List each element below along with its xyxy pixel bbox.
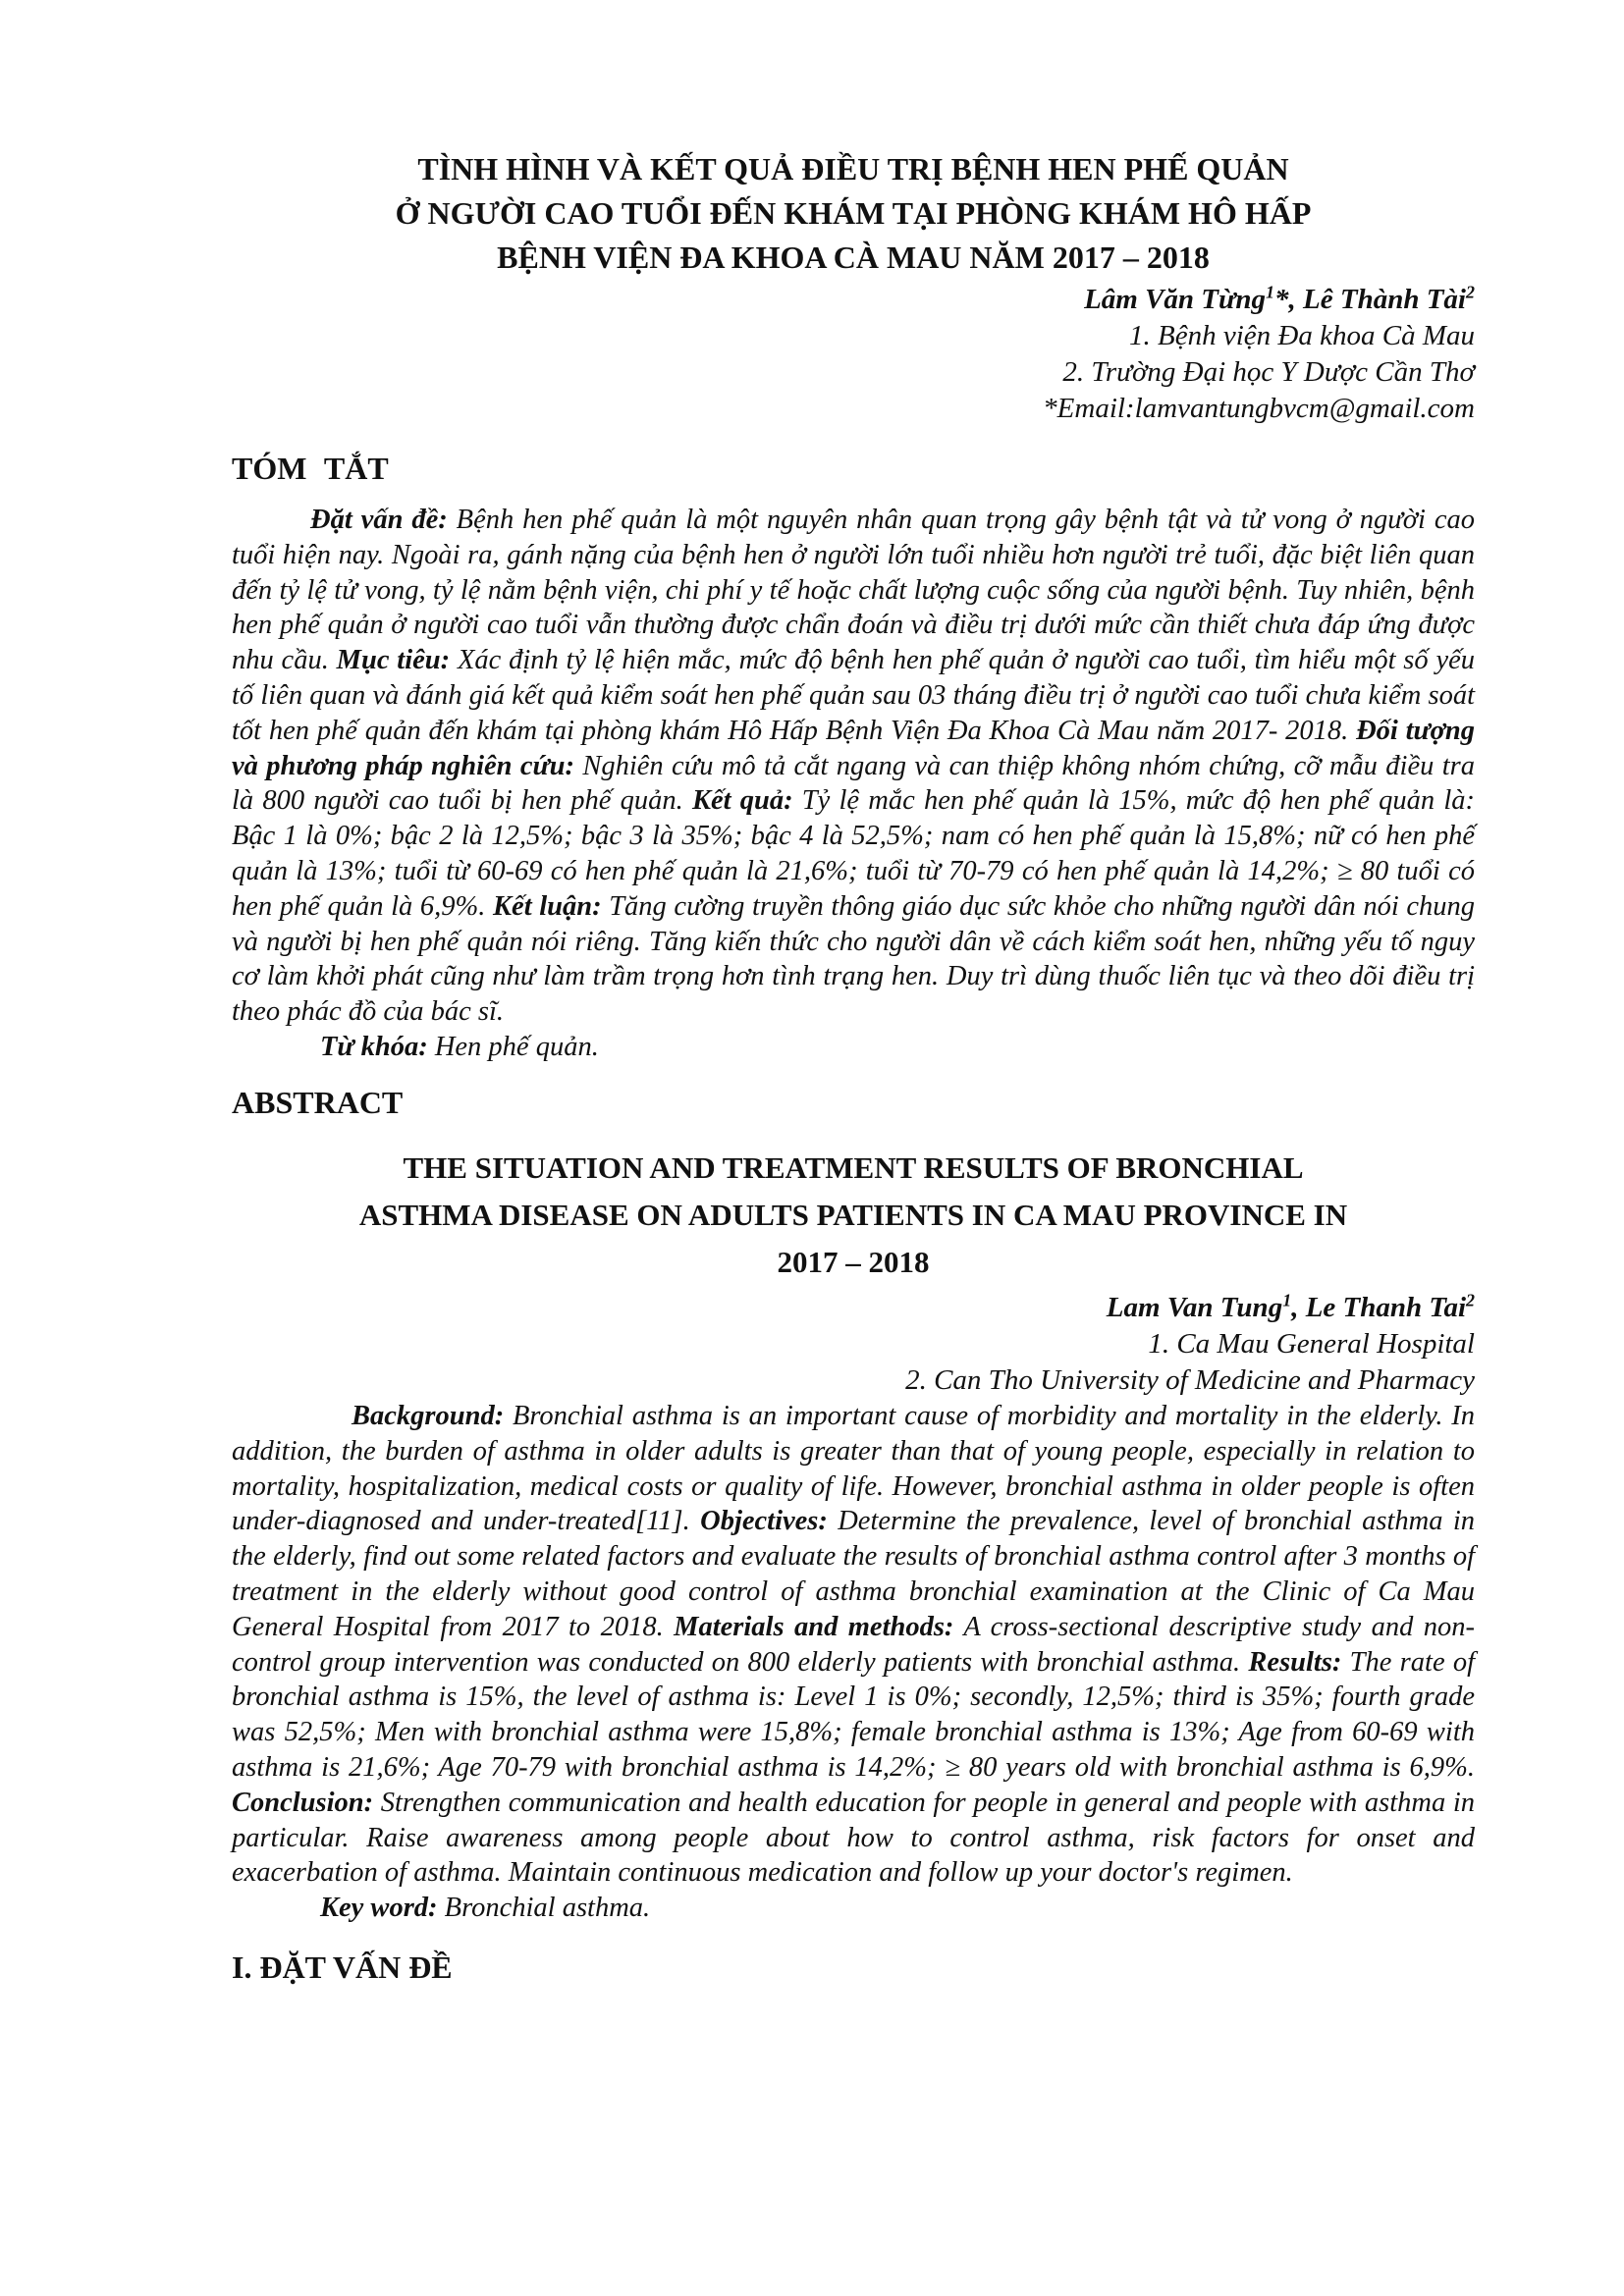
author-separator: , bbox=[1291, 1291, 1306, 1323]
author-separator: , bbox=[1288, 284, 1304, 315]
inline-label: Kết luận: bbox=[493, 890, 602, 922]
affil-marker: 2 bbox=[1466, 282, 1475, 302]
title-line: 2017 – 2018 bbox=[777, 1244, 930, 1279]
tom-tat-heading: TÓM TẮT bbox=[232, 451, 389, 486]
inline-label: Materials and methods: bbox=[674, 1611, 954, 1642]
paragraph-text: Strengthen communication and health education for people in general and people with asthma in particular. Raise awareness among people about how to control asthma, risk factors for onset and exacerbation of asthma. Maintain continuous medication and follow up your doctor's regimen. bbox=[232, 1787, 1475, 1889]
affiliation: 2. Can Tho University of Medicine and Pharmacy bbox=[905, 1363, 1475, 1396]
inline-label: Objectives: bbox=[700, 1506, 828, 1537]
affiliation: 2. Trường Đại học Y Dược Cần Thơ bbox=[1062, 356, 1475, 388]
corresponding-marker: * bbox=[1274, 284, 1289, 315]
affil-marker: 2 bbox=[1466, 1290, 1475, 1310]
page-content bbox=[232, 147, 1475, 1986]
author-name: Lê Thành Tài bbox=[1303, 284, 1466, 315]
keywords-vn bbox=[320, 1030, 1475, 1065]
author-block-en bbox=[232, 1290, 1475, 1399]
keywords-en bbox=[320, 1891, 1475, 1926]
tom-tat-body bbox=[232, 503, 1475, 1030]
paper-title-vn bbox=[232, 147, 1475, 280]
affiliation: 1. Ca Mau General Hospital bbox=[1148, 1327, 1475, 1360]
paragraph-text: Nghiên cứu mô tả cắt ngang và can thiệp không nhóm chứng, cỡ mẫu điều tra là 800 người cao tuổi bị hen phế quản. bbox=[232, 750, 1475, 817]
affil-marker: 1 bbox=[1282, 1290, 1292, 1310]
keywords-text: Hen phế quản. bbox=[427, 1031, 599, 1062]
paragraph-text: The rate of bronchial asthma is 15%, the level of asthma is: Level 1 is 0%; secondly, 12,5%; third is 35%; fourth grade was 52,5%; Men with bronchial asthma were 15,8%; female bronchial asthma is 13%; Age from 60-69 with asthma is 21,6%; Age 70-79 with bronchial asthma is 14,2%; ≥ 80 years old with bronchial asthma is 6,9%. bbox=[232, 1646, 1476, 1783]
author-name: Lâm Văn Từng bbox=[1084, 284, 1267, 315]
section-heading: I. ĐẶT VẤN ĐỀ bbox=[232, 1949, 453, 1986]
abstract-body bbox=[232, 1399, 1475, 1891]
keywords-text: Bronchial asthma. bbox=[437, 1893, 651, 1924]
author-names bbox=[232, 282, 1475, 318]
inline-label: Kết quả: bbox=[691, 785, 793, 817]
paragraph-text: Xác định tỷ lệ hiện mắc, mức độ bệnh hen phế quản ở người cao tuổi, tìm hiểu một số yếu tố liên quan và đánh giá kết quả kiểm soát hen phế quản sau 03 tháng điều trị ở người cao tuổi chưa kiểm soát tốt hen phế quản đến khám tại phòng khám Hô Hấp Bệnh Viện Đa Khoa Cà Mau năm 2017- 2018. bbox=[232, 645, 1476, 746]
paragraph-text: Tỷ lệ mắc hen phế quản là 15%, mức độ hen phế quản là: Bậc 1 là 0%; bậc 2 là 12,5%; bậc 3 là 35%; bậc 4 là 52,5%; nam có hen phế quản là 15,8%; nữ có hen phế quản là 13%; tuổi từ 60-69 có hen phế quản là 21,6%; tuổi từ 70-79 có hen phế quản là 14,2%; ≥ 80 tuổi có hen phế quản là 6,9%. bbox=[232, 785, 1475, 922]
paragraph-text: Bệnh hen phế quản là một nguyên nhân quan trọng gây bệnh tật và tử vong ở người cao tuổi hiện nay. Ngoài ra, gánh nặng của bệnh hen ở người lớn tuổi nhiều hơn người trẻ tuổi, đặc biệt liên quan đến tỷ lệ tử vong, tỷ lệ nằm bệnh viện, chi phí y tế hoặc chất lượng cuộc sống của người bệnh. Tuy nhiên, bệnh hen phế quản ở người cao tuổi vẫn thường được chẩn đoán và điều trị dưới mức cần thiết chưa đáp ứng được nhu cầu. bbox=[232, 505, 1476, 676]
paper-title-en bbox=[232, 1145, 1475, 1286]
affiliation: 1. Bệnh viện Đa khoa Cà Mau bbox=[1129, 320, 1475, 351]
title-line: THE SITUATION AND TREATMENT RESULTS OF BRONCHIAL bbox=[403, 1149, 1304, 1185]
paragraph-text: Determine the prevalence, level of bronchial asthma in the elderly, find out some related factors and evaluate the results of bronchial asthma control after 3 months of treatment in the elderly without good control of asthma bronchial examination at the Clinic of Ca Mau General Hospital from 2017 to 2018. bbox=[232, 1506, 1475, 1642]
author-name: Lam Van Tung bbox=[1106, 1291, 1283, 1323]
inline-label: Mục tiêu: bbox=[336, 645, 451, 676]
paragraph-text: Tăng cường truyền thông giáo dục sức khỏe cho những người dân nói chung và người bị hen phế quản nói riêng. Tăng kiến thức cho người dân về cách kiểm soát hen, những yếu tố nguy cơ làm khởi phát cũng như làm trầm trọng hơn tình trạng hen. Duy trì dùng thuốc liên tục và theo dõi điều trị theo phác đồ của bác sĩ. bbox=[232, 890, 1475, 1028]
inline-label: Đối tượng và phương pháp nghiên cứu: bbox=[232, 715, 1475, 781]
title-line: ASTHMA DISEASE ON ADULTS PATIENTS IN CA MAU PROVINCE IN bbox=[358, 1197, 1348, 1232]
affil-marker: 1 bbox=[1266, 282, 1275, 302]
title-line: BỆNH VIỆN ĐA KHOA CÀ MAU NĂM 2017 – 2018 bbox=[497, 240, 1210, 275]
author-block-vn bbox=[232, 282, 1475, 427]
title-line: TÌNH HÌNH VÀ KẾT QUẢ ĐIỀU TRỊ BỆNH HEN PHẾ QUẢN bbox=[417, 151, 1289, 187]
keywords-label: Từ khóa: bbox=[320, 1031, 428, 1062]
author-email: *Email:lamvantungbvcm@gmail.com bbox=[1043, 393, 1475, 424]
paragraph-text: Bronchial asthma is an important cause of morbidity and mortality in the elderly. In addition, the burden of asthma in older adults is greater than that of young people, especially in relation to mortality, hospitalization, medical costs or quality of life. However, bronchial asthma in older people is often under-diagnosed and under-treated[11]. bbox=[232, 1400, 1475, 1537]
paragraph-text: A cross-sectional descriptive study and non-control group intervention was conducted on 800 elderly patients with bronchial asthma. bbox=[232, 1611, 1475, 1678]
abstract-heading: ABSTRACT bbox=[232, 1084, 404, 1120]
inline-label: Conclusion: bbox=[232, 1787, 374, 1818]
author-name: Le Thanh Tai bbox=[1305, 1291, 1466, 1323]
keywords-label: Key word: bbox=[320, 1893, 438, 1924]
inline-label: Results: bbox=[1248, 1646, 1342, 1678]
title-line: Ở NGƯỜI CAO TUỔI ĐẾN KHÁM TẠI PHÒNG KHÁM HÔ HẤP bbox=[395, 195, 1312, 231]
inline-label: Đặt vấn đề: bbox=[310, 505, 448, 535]
inline-label: Background: bbox=[352, 1400, 505, 1431]
author-names bbox=[232, 1290, 1475, 1326]
